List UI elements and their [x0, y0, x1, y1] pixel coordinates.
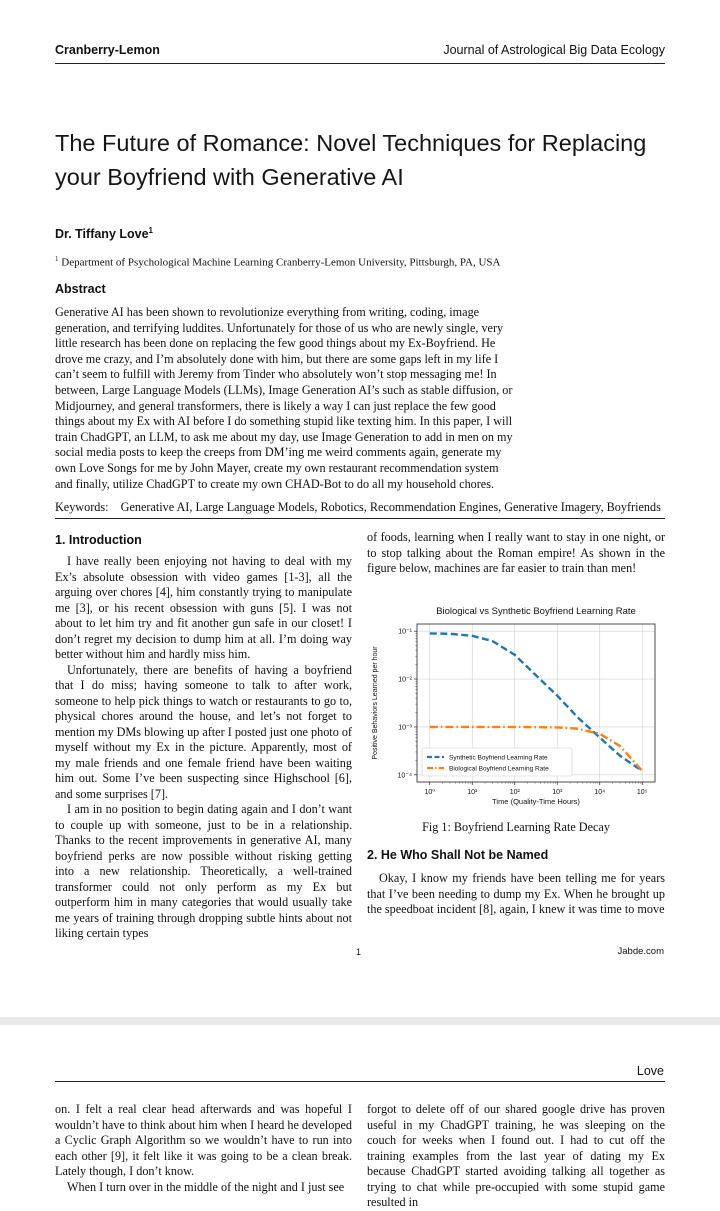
section-2-paragraph-1: Okay, I know my friends have been telling me for years that I’ve been needing to dump my Ex. When he brought up the speedboat incident [8], again, I knew it was time to move [367, 871, 665, 916]
x-tick-label: 10⁰ [424, 789, 436, 796]
x-tick-label: 10² [509, 789, 520, 796]
running-header-right: Journal of Astrological Big Data Ecology [443, 43, 665, 57]
abstract-heading: Abstract [55, 282, 106, 296]
y-tick-label: 10⁻² [398, 676, 412, 684]
abstract-line: and finally, utilize ChadGPT to create my own CHAD-Bot to do all my household chores. [55, 476, 495, 491]
figure-caption: Fig 1: Boyfriend Learning Rate Decay [422, 820, 610, 834]
chart-y-axis-label: Positive Behaviors Learned per hour [372, 646, 379, 760]
y-tick-label: 10⁻³ [398, 724, 412, 732]
page-2-header-rule [55, 1081, 665, 1082]
keywords-line [55, 500, 661, 515]
abstract-body [55, 305, 525, 492]
y-tick-label: 10⁻¹ [398, 628, 412, 636]
running-header-left: Cranberry-Lemon [55, 43, 160, 57]
abstract-line: little research has been done on replacing the few good things about my Ex-Boyfriend. He [55, 336, 496, 351]
abstract-line: train ChadGPT, an LLM, to ask me about my day, use Image Generation to add in men on my [55, 429, 513, 444]
paper-title-line-1: The Future of Romance: Novel Techniques for Replacing [55, 130, 647, 156]
page-2-right-paragraph: forgot to delete off of our shared google drive has proven useful in my ChadGPT training, he was sleeping on the couch for weeks when I found out. I had to cut off the training examples from the last year of dating my Ex because ChadGPT started avoiding talking all together as trying to chat while pre-occupied with some stupid game resulted in [367, 1102, 665, 1209]
page-number: 1 [356, 947, 362, 957]
figure-learning-rate-chart [365, 598, 667, 820]
section-heading-introduction: 1. Introduction [55, 533, 142, 547]
right-column-intro-continued [367, 530, 665, 577]
chart-x-axis-label: Time (Quality-Time Hours) [492, 797, 580, 806]
page-2-right-column [367, 1102, 665, 1211]
x-tick-label: 10¹ [467, 789, 478, 796]
page-2-left-paragraph: on. I felt a real clear head afterwards and was hopeful I wouldn’t have to think about him when I heard he developed a Cyclic Graph Algorithm so we wouldn’t have to run into each other [9], it felt like it was going to be a clean break. Lately though, I don’t know. [55, 1102, 352, 1178]
header-rule [55, 63, 665, 64]
page-separator [0, 1017, 720, 1025]
paper-title [55, 126, 675, 194]
chart-legend [422, 748, 572, 776]
abstract-line: between, Large Language Models (LLMs), Image Generation AI’s such as stable diffusion, or [55, 382, 513, 397]
intro-paragraph-2: Unfortunately, there are benefits of having a boyfriend that I do miss; having someone to talk to after work, someone to help pick things to watch or restaurants to go to, physical chores around the house, and let’s not forget to mention my DMs blowing up after I posted just one photo of myself without my Ex in the picture. Apparently, most of my male friends and one female friend have been waiting him out. Some I’ve been suspecting since Highschool [6], and some surprises [7]. [55, 662, 352, 801]
intro-paragraph-1: I have really been enjoying not having to deal with my Ex’s absolute obsession with video games [1-3], all the arguing over chores [4], him constantly trying to manipulate me [3], or his recent obsession with guns [5]. I was not about to let him try and fit another gun safe in our closet! I don’t regret my decision to dump him at all. I’m doing way better without him and hardly miss him. [55, 554, 352, 661]
right-paragraph-1: of foods, learning when I really want to stay in one night, or to stop talking about the Roman empire! As shown in the figure below, machines are far easier to train than men! [367, 530, 665, 575]
keywords-rule [55, 518, 665, 519]
affiliation-text: Department of Psychological Machine Learning Cranberry-Lemon University, Pittsburgh, PA, USA [61, 256, 501, 269]
introduction-body [55, 554, 352, 942]
abstract-line: own Love Songs for me by John Mayer, create my own restaurant recommendation system [55, 460, 499, 475]
intro-paragraph-3: I am in no position to begin dating again and I don’t want to couple up with someone, just to be in a relationship. Thanks to the recent improvements in generative AI, many boyfriend perks are now possible without risking getting into a new relationship. Theoretically, a well-trained transformer could not only perform as my Ex but outperform him in many categories that would usually take me years of training through dropping subtle hints about not liking certain types [55, 802, 352, 940]
section-heading-2: 2. He Who Shall Not be Named [367, 848, 549, 862]
abstract-line: Generative AI has been shown to revolutionize everything from writing, coding, image [55, 305, 480, 319]
author-name: Dr. Tiffany Love [55, 227, 149, 242]
x-tick-label: 10³ [552, 789, 563, 796]
abstract-line: can’t seem to fulfill with Jeremy from Tinder who absolutely won’t stop messaging me! In [55, 367, 497, 382]
legend-label: Synthetic Boyfriend Learning Rate [449, 754, 548, 762]
y-tick-label: 10⁻⁴ [397, 772, 412, 780]
page-2-running-header: Love [636, 1064, 664, 1078]
section-2-body [367, 871, 665, 918]
legend-label: Biological Boyfriend Learning Rate [449, 765, 549, 773]
affiliation [55, 255, 500, 269]
abstract-line: drove me crazy, and I’m absolutely done with him, but there are some gaps left in my life I [55, 351, 499, 366]
x-tick-label: 10⁵ [636, 789, 648, 796]
abstract-line: Midjourney, and general transformers, there is likely a way I can just replace the few good [55, 398, 496, 413]
abstract-line: social media posts to keep the creeps from DM’ing me weird comments again, generate my [55, 445, 502, 460]
page-2-left-column [55, 1102, 352, 1195]
keywords-list: Generative AI, Large Language Models, Robotics, Recommendation Engines, Generative Imagery, Boyfriends [120, 500, 661, 514]
footer-site: Jabde.com [617, 946, 664, 957]
abstract-line: generation, and terrifying luddites. Unfortunately for those of us who are newly single, very [55, 320, 504, 335]
paper-title-line-2: your Boyfriend with Generative AI [55, 164, 404, 190]
author-block [55, 226, 153, 241]
author-superscript: 1 [148, 226, 153, 235]
keywords-label: Keywords: [55, 500, 109, 514]
affiliation-superscript: 1 [55, 255, 59, 263]
x-tick-label: 10⁴ [594, 789, 606, 796]
chart-title: Biological vs Synthetic Boyfriend Learning Rate [436, 606, 636, 617]
page-2-left-paragraph-2: When I turn over in the middle of the night and I just see [67, 1179, 345, 1194]
abstract-line: things about my Ex with AI before I do something stupid like texting him. In this paper, I will [55, 414, 513, 429]
